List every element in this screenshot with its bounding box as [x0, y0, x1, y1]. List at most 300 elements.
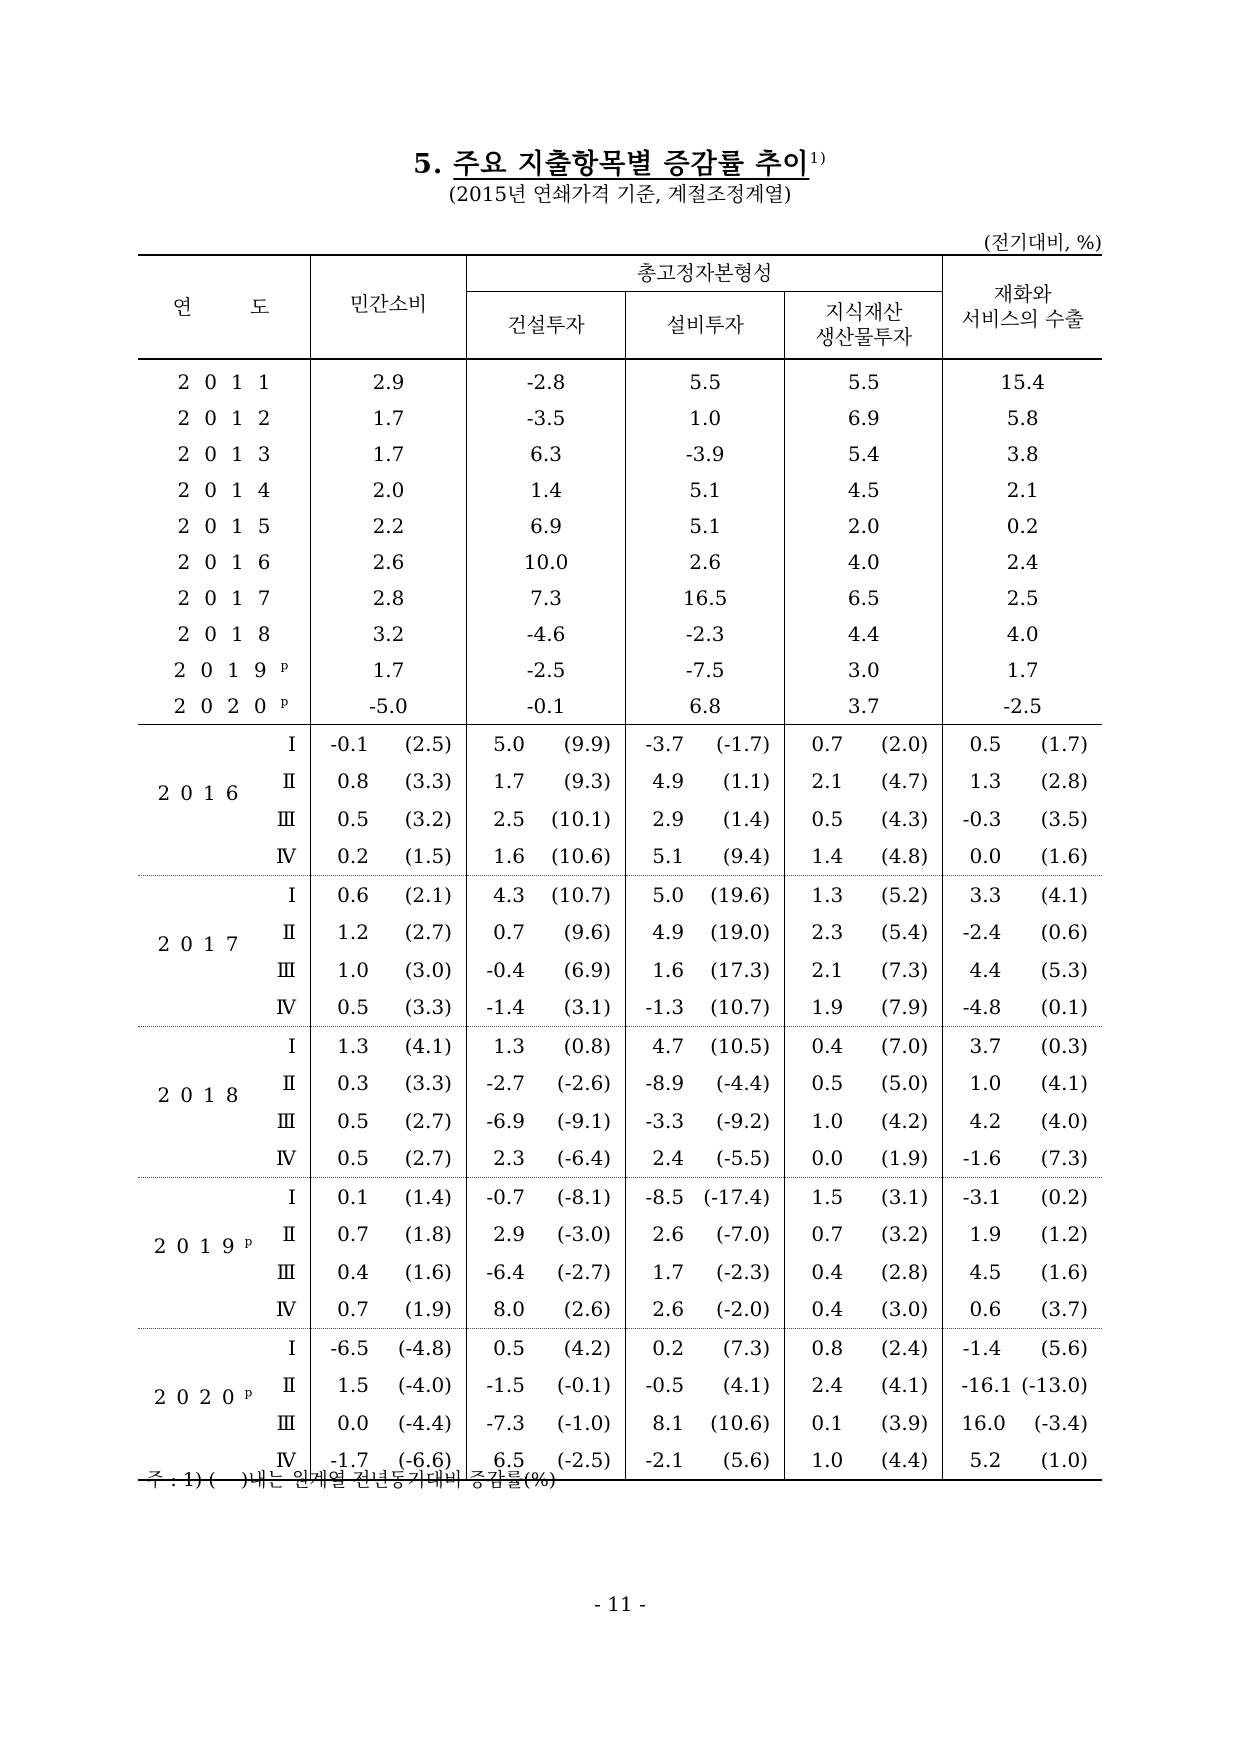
yoy-value: (3.2) [404, 806, 452, 831]
annual-value-con: -0.1 [466, 688, 625, 725]
quarter-row [138, 1291, 1102, 1329]
value-pair [943, 1260, 1102, 1284]
qoq-value: 2.1 [811, 769, 844, 794]
qoq-value: 1.4 [811, 844, 844, 869]
quarter-row [138, 1329, 1102, 1367]
header-ip-line1: 지식재산 [825, 300, 903, 324]
quarter-value-pc [310, 914, 466, 952]
quarter-value-con [466, 1404, 625, 1442]
qoq-value: 2.6 [652, 1297, 685, 1322]
value-pair [467, 844, 625, 868]
quarter-value-eq [626, 1291, 785, 1329]
value-pair [785, 732, 942, 756]
value-pair [785, 769, 942, 793]
yoy-value: (5.3) [1040, 957, 1088, 982]
annual-value-pc: 1.7 [310, 436, 466, 472]
quarter-label: Ⅳ [275, 844, 296, 869]
annual-value-eq: 5.1 [626, 508, 785, 544]
quarter-value-ex [943, 1367, 1102, 1405]
annual-year: 2020 [173, 694, 281, 718]
header-exports-line1: 재화와 [993, 282, 1052, 306]
qoq-value: 1.0 [969, 1071, 1002, 1096]
quarter-row [138, 1140, 1102, 1178]
value-pair [467, 1336, 625, 1360]
quarter-value-pc [310, 1367, 466, 1405]
value-pair [626, 1448, 784, 1472]
quarter-value-con [466, 876, 625, 914]
yoy-value: (-4.0) [397, 1373, 452, 1398]
qoq-value: 2.9 [652, 806, 685, 831]
value-pair [785, 1448, 942, 1472]
header-ip-line2: 생산물투자 [815, 325, 913, 349]
quarter-label: Ⅲ [276, 1410, 296, 1435]
value-pair [467, 1071, 625, 1095]
quarter-label: Ⅳ [275, 995, 296, 1020]
quarter-label: Ⅱ [282, 920, 296, 945]
value-pair [943, 1336, 1102, 1360]
yoy-value: (6.9) [563, 957, 612, 982]
yoy-value: (5.4) [880, 920, 929, 945]
annual-value-eq: 6.8 [626, 688, 785, 725]
value-pair [943, 958, 1102, 982]
qoq-value: 1.7 [652, 1259, 685, 1284]
yoy-value: (-1.7) [716, 731, 771, 756]
qoq-value: 1.3 [337, 1033, 369, 1058]
quarter-value-ex [943, 1442, 1102, 1481]
growth-rate-table [138, 254, 1102, 1481]
quarter-value-ip [785, 1216, 943, 1254]
quarter-value-pc [310, 725, 466, 763]
quarter-row [138, 725, 1102, 763]
quarter-value-con [466, 951, 625, 989]
annual-year-cell [138, 400, 310, 436]
yoy-value: (-8.1) [556, 1184, 612, 1209]
yoy-value: (17.3) [710, 957, 771, 982]
quarter-label-cell [138, 1140, 310, 1178]
annual-value-ip: 6.5 [785, 580, 943, 616]
annual-row [138, 544, 1102, 580]
value-pair [626, 883, 784, 907]
yoy-value: (2.8) [880, 1259, 929, 1284]
qoq-value: 1.9 [811, 995, 844, 1020]
qoq-value: 2.4 [652, 1146, 685, 1171]
qoq-value: 0.4 [811, 1259, 844, 1284]
yoy-value: (3.0) [880, 1297, 929, 1322]
value-pair [626, 844, 784, 868]
yoy-value: (4.0) [1040, 1108, 1088, 1133]
yoy-value: (19.6) [710, 882, 771, 907]
quarter-value-ex [943, 1253, 1102, 1291]
quarter-row [138, 1065, 1102, 1103]
annual-value-ex: 5.8 [943, 400, 1102, 436]
value-pair [785, 1185, 942, 1209]
annual-year: 2013 [177, 442, 285, 466]
value-pair [467, 1411, 625, 1435]
qoq-value: 1.9 [969, 1222, 1002, 1247]
footnote: 주 : 1) ( )내는 원계열 전년동기대비 증감률(%) [146, 1469, 557, 1491]
quarter-label: Ⅰ [288, 1335, 296, 1360]
annual-value-eq: 5.5 [626, 359, 785, 400]
qoq-value: 0.6 [969, 1297, 1002, 1322]
quarter-value-ex [943, 1404, 1102, 1442]
qoq-value: 2.1 [811, 957, 844, 982]
quarter-value-con [466, 1178, 625, 1216]
value-pair [785, 920, 942, 944]
qoq-value: -6.5 [330, 1335, 369, 1360]
quarter-value-pc [310, 1027, 466, 1065]
quarter-label: Ⅱ [282, 1222, 296, 1247]
quarter-value-ip [785, 1178, 943, 1216]
quarter-label: Ⅱ [282, 1071, 296, 1096]
yoy-value: (3.1) [563, 995, 612, 1020]
quarter-value-ex [943, 1102, 1102, 1140]
yoy-value: (0.2) [1040, 1184, 1088, 1209]
value-pair [943, 1146, 1102, 1170]
annual-row [138, 688, 1102, 725]
value-pair [311, 1336, 466, 1360]
group-year-text: 2016 [157, 780, 249, 805]
yoy-value: (0.1) [1040, 995, 1088, 1020]
quarter-label-cell [138, 800, 310, 838]
value-pair [626, 920, 784, 944]
yoy-value: (-3.0) [556, 1222, 612, 1247]
quarter-value-eq [626, 1065, 785, 1103]
yoy-value: (3.5) [1040, 806, 1088, 831]
annual-year: 2014 [177, 478, 285, 502]
quarter-row [138, 914, 1102, 952]
yoy-value: (2.0) [880, 731, 929, 756]
quarter-value-pc [310, 1253, 466, 1291]
value-pair [311, 807, 466, 831]
yoy-value: (1.8) [404, 1222, 452, 1247]
qoq-value: 1.0 [811, 1108, 844, 1133]
qoq-value: 4.9 [652, 920, 685, 945]
value-pair [785, 995, 942, 1019]
quarter-label-cell [138, 1027, 310, 1065]
annual-year: 2012 [177, 406, 285, 430]
value-pair [785, 1071, 942, 1095]
annual-year: 2016 [177, 550, 285, 574]
annual-value-eq: -2.3 [626, 616, 785, 652]
group-year-text: 2017 [157, 931, 249, 956]
qoq-value: 1.6 [652, 957, 685, 982]
quarter-value-ip [785, 1367, 943, 1405]
annual-value-pc: 1.7 [310, 652, 466, 688]
value-pair [311, 1185, 466, 1209]
quarter-value-ex [943, 1216, 1102, 1254]
qoq-value: 5.2 [969, 1448, 1002, 1473]
quarter-value-eq [626, 914, 785, 952]
value-pair [785, 844, 942, 868]
quarter-value-con [466, 1216, 625, 1254]
qoq-value: 1.7 [493, 769, 525, 794]
quarterly-section [138, 725, 1102, 1481]
yoy-value: (-2.6) [556, 1071, 612, 1096]
quarter-value-pc [310, 951, 466, 989]
quarter-value-eq [626, 951, 785, 989]
quarter-value-ex [943, 725, 1102, 763]
annual-value-ex: 1.7 [943, 652, 1102, 688]
quarter-value-ip [785, 725, 943, 763]
qoq-value: -6.9 [486, 1108, 525, 1133]
quarter-value-con [466, 914, 625, 952]
quarter-label: Ⅰ [288, 1033, 296, 1058]
qoq-value: -3.7 [645, 731, 685, 756]
header-construction: 건설투자 [466, 292, 625, 360]
yoy-value: (2.7) [404, 1146, 452, 1171]
quarter-value-ip [785, 800, 943, 838]
annual-value-ip: 5.5 [785, 359, 943, 400]
value-pair [467, 732, 625, 756]
value-pair [626, 1034, 784, 1058]
annual-year-cell [138, 472, 310, 508]
qoq-value: -1.4 [962, 1335, 1002, 1360]
qoq-value: -1.3 [645, 995, 685, 1020]
yoy-value: (4.8) [880, 844, 929, 869]
qoq-value: 4.9 [652, 769, 685, 794]
quarter-value-ex [943, 914, 1102, 952]
yoy-value: (10.1) [550, 806, 612, 831]
annual-value-con: 10.0 [466, 544, 625, 580]
quarter-label: Ⅰ [288, 731, 296, 756]
quarter-value-ip [785, 838, 943, 876]
yoy-value: (10.7) [710, 995, 771, 1020]
qoq-value: 0.2 [652, 1335, 685, 1360]
qoq-value: 1.2 [337, 920, 369, 945]
qoq-value: 1.3 [969, 769, 1002, 794]
quarter-row [138, 1216, 1102, 1254]
qoq-value: 0.0 [811, 1146, 844, 1171]
qoq-value: 0.5 [969, 731, 1002, 756]
value-pair [311, 958, 466, 982]
value-pair [943, 769, 1102, 793]
value-pair [311, 1373, 466, 1397]
annual-year: 2017 [177, 586, 285, 610]
yoy-value: (-5.5) [716, 1146, 771, 1171]
quarter-value-con [466, 1291, 625, 1329]
value-pair [311, 769, 466, 793]
yoy-value: (-2.0) [716, 1297, 771, 1322]
value-pair [785, 1373, 942, 1397]
annual-value-pc: -5.0 [310, 688, 466, 725]
value-pair [311, 1034, 466, 1058]
annual-value-ex: -2.5 [943, 688, 1102, 725]
qoq-value: 3.7 [969, 1033, 1002, 1058]
qoq-value: -0.5 [645, 1373, 685, 1398]
yoy-value: (0.8) [563, 1033, 612, 1058]
header-exports [943, 255, 1102, 359]
quarter-value-ip [785, 1065, 943, 1103]
value-pair [943, 883, 1102, 907]
value-pair [626, 1373, 784, 1397]
value-pair [943, 1222, 1102, 1246]
annual-year-cell [138, 359, 310, 400]
qoq-value: 0.7 [337, 1297, 369, 1322]
annual-year: 2018 [177, 622, 285, 646]
header-exports-line2: 서비스의 수출 [961, 307, 1084, 331]
qoq-value: -7.3 [486, 1410, 525, 1435]
annual-value-ip: 4.0 [785, 544, 943, 580]
qoq-value: -3.3 [645, 1108, 685, 1133]
quarter-value-ex [943, 1065, 1102, 1103]
yoy-value: (-2.5) [556, 1448, 612, 1473]
annual-value-ex: 4.0 [943, 616, 1102, 652]
quarter-value-ex [943, 1140, 1102, 1178]
yoy-value: (-4.4) [397, 1410, 452, 1435]
yoy-value: (-13.0) [1021, 1373, 1088, 1398]
yoy-value: (1.9) [404, 1297, 452, 1322]
annual-year-cell [138, 544, 310, 580]
quarter-label-cell [138, 1216, 310, 1258]
group-year-text: 2020 [153, 1384, 245, 1409]
yoy-value: (-2.7) [556, 1259, 612, 1284]
yoy-value: (4.4) [880, 1448, 929, 1473]
quarter-value-ip [785, 914, 943, 952]
value-pair [785, 807, 942, 831]
annual-value-eq: -3.9 [626, 436, 785, 472]
annual-year-cell [138, 652, 310, 688]
quarter-value-ex [943, 951, 1102, 989]
value-pair [311, 1109, 466, 1133]
quarter-label: Ⅲ [276, 1259, 296, 1284]
qoq-value: 0.4 [811, 1297, 844, 1322]
value-pair [311, 1297, 466, 1321]
quarter-value-eq [626, 763, 785, 801]
value-pair [626, 769, 784, 793]
quarter-value-ex [943, 989, 1102, 1027]
yoy-value: (19.0) [710, 920, 771, 945]
quarter-value-ip [785, 1291, 943, 1329]
yoy-value: (4.1) [1040, 1071, 1088, 1096]
qoq-value: 0.5 [337, 995, 369, 1020]
annual-year-cell [138, 436, 310, 472]
yoy-value: (-9.1) [556, 1108, 612, 1133]
quarter-value-con [466, 1329, 625, 1367]
quarter-row [138, 951, 1102, 989]
value-pair [467, 1297, 625, 1321]
annual-year-cell [138, 508, 310, 544]
title-text: 주요 지출항목별 증감률 추이 [453, 149, 810, 180]
annual-row [138, 472, 1102, 508]
yoy-value: (4.7) [880, 769, 929, 794]
qoq-value: 0.0 [969, 844, 1002, 869]
quarter-value-ip [785, 951, 943, 989]
yoy-value: (3.3) [404, 995, 452, 1020]
yoy-value: (5.6) [722, 1448, 771, 1473]
value-pair [785, 958, 942, 982]
qoq-value: 4.4 [969, 957, 1002, 982]
yoy-value: (3.3) [404, 1071, 452, 1096]
value-pair [785, 1336, 942, 1360]
quarter-value-eq [626, 1027, 785, 1065]
qoq-value: 5.0 [493, 731, 525, 756]
quarter-value-eq [626, 876, 785, 914]
qoq-value: 0.5 [337, 1108, 369, 1133]
quarter-label: Ⅰ [288, 882, 296, 907]
yoy-value: (-7.0) [716, 1222, 771, 1247]
quarter-label-cell [138, 1329, 310, 1367]
quarter-label-cell [138, 1065, 310, 1107]
annual-row [138, 580, 1102, 616]
value-pair [467, 958, 625, 982]
annual-value-con: -4.6 [466, 616, 625, 652]
qoq-value: 0.4 [811, 1033, 844, 1058]
yoy-value: (4.2) [563, 1335, 612, 1360]
quarter-value-eq [626, 725, 785, 763]
yoy-value: (3.2) [880, 1222, 929, 1247]
value-pair [467, 920, 625, 944]
title-footnote-mark: 1) [809, 149, 827, 167]
quarter-label-cell [138, 1102, 310, 1140]
qoq-value: 2.9 [493, 1222, 525, 1247]
annual-value-pc: 2.6 [310, 544, 466, 580]
quarter-label: Ⅰ [288, 1184, 296, 1209]
value-pair [785, 1034, 942, 1058]
annual-value-ex: 2.5 [943, 580, 1102, 616]
header-private-consumption: 민간소비 [310, 255, 466, 359]
qoq-value: 0.5 [337, 1146, 369, 1171]
table-subtitle: (2015년 연쇄가격 기준, 계절조정계열) [448, 182, 792, 206]
annual-value-ip: 4.5 [785, 472, 943, 508]
value-pair [311, 883, 466, 907]
annual-year: 2011 [177, 370, 285, 394]
qoq-value: 1.3 [493, 1033, 525, 1058]
quarter-value-ex [943, 1291, 1102, 1329]
annual-value-con: -2.5 [466, 652, 625, 688]
qoq-value: -2.1 [645, 1448, 685, 1473]
yoy-value: (1.2) [1040, 1222, 1088, 1247]
annual-row [138, 508, 1102, 544]
annual-value-con: 1.4 [466, 472, 625, 508]
yoy-value: (3.1) [880, 1184, 929, 1209]
annual-value-ex: 0.2 [943, 508, 1102, 544]
yoy-value: (1.7) [1040, 731, 1088, 756]
quarter-label-cell [138, 1404, 310, 1442]
yoy-value: (7.9) [880, 995, 929, 1020]
quarter-value-eq [626, 1253, 785, 1291]
quarter-value-eq [626, 1367, 785, 1405]
qoq-value: 0.2 [337, 844, 369, 869]
quarter-row [138, 989, 1102, 1027]
quarter-value-ip [785, 1329, 943, 1367]
annual-value-ex: 3.8 [943, 436, 1102, 472]
yoy-value: (4.1) [722, 1373, 771, 1398]
annual-year-cell [138, 616, 310, 652]
quarter-label-cell [138, 989, 310, 1027]
quarter-value-pc [310, 876, 466, 914]
quarter-value-pc [310, 989, 466, 1027]
quarter-row [138, 876, 1102, 914]
quarter-value-eq [626, 1404, 785, 1442]
value-pair [626, 1071, 784, 1095]
quarter-row [138, 1178, 1102, 1216]
quarter-value-ip [785, 763, 943, 801]
qoq-value: -2.4 [962, 920, 1002, 945]
yoy-value: (1.0) [1040, 1448, 1088, 1473]
qoq-value: -16.1 [961, 1373, 1013, 1398]
quarter-value-ip [785, 1404, 943, 1442]
yoy-value: (5.6) [1040, 1335, 1088, 1360]
qoq-value: 2.4 [811, 1373, 844, 1398]
qoq-value: 0.7 [811, 731, 844, 756]
value-pair [467, 769, 625, 793]
value-pair [626, 958, 784, 982]
yoy-value: (1.6) [1040, 1259, 1088, 1284]
yoy-value: (7.3) [722, 1335, 771, 1360]
quarter-value-ex [943, 800, 1102, 838]
value-pair [785, 1297, 942, 1321]
value-pair [626, 1109, 784, 1133]
